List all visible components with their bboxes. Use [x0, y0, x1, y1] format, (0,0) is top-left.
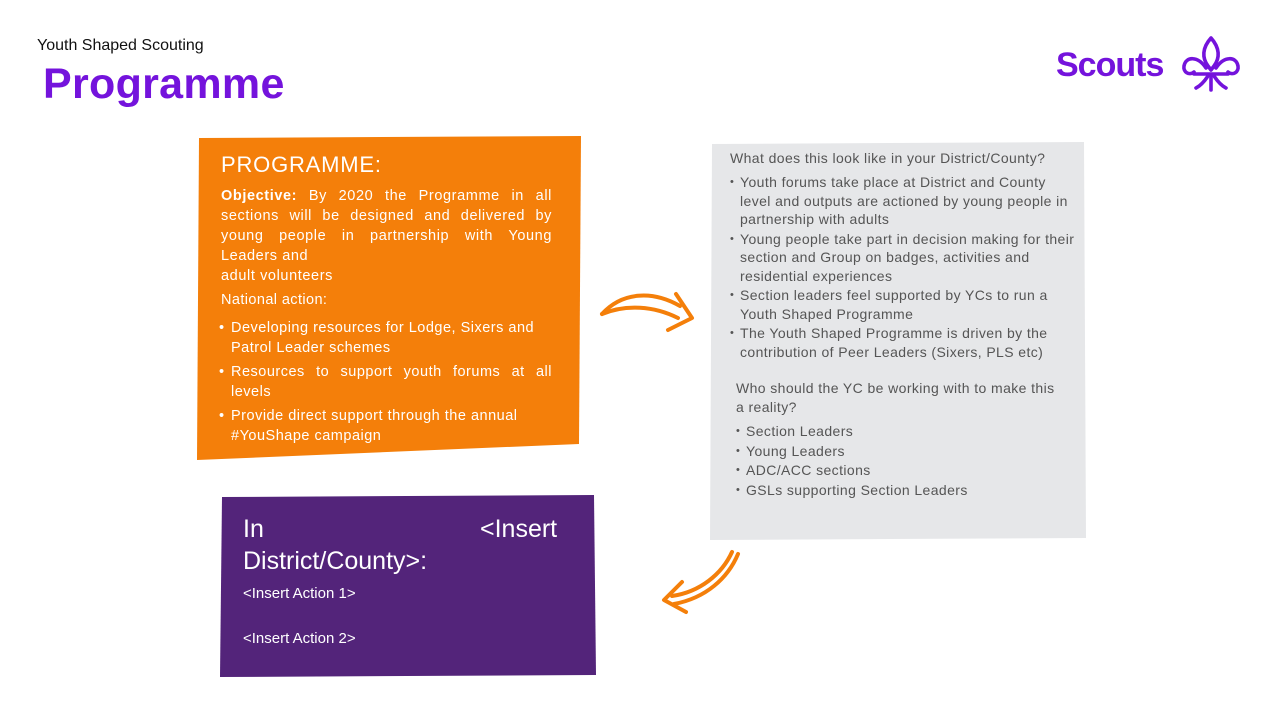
- page-title: Programme: [43, 60, 285, 108]
- objective-label: Objective:: [221, 188, 298, 204]
- district-heading-in: In: [243, 515, 264, 543]
- list-item: • Developing resources for Lodge, Sixers and Patrol Leader schemes: [221, 318, 552, 358]
- district-heading-county: District/County>:: [243, 547, 428, 575]
- district-heading-insert: <Insert: [480, 515, 558, 543]
- curved-arrow-right-icon: [592, 284, 700, 342]
- objective-body-2: adult volunteers: [221, 268, 333, 284]
- list-item: • Resources to support youth forums at all levels: [221, 362, 552, 402]
- objective-text: [221, 186, 552, 286]
- district-county-card: [708, 140, 1086, 542]
- district-question: What does this look like in your District/County?: [730, 150, 1046, 166]
- list-item: • Provide direct support through the annual #YouShape campaign: [221, 406, 552, 446]
- fleur-de-lis-icon: [1180, 34, 1242, 94]
- list-item: • Section Leaders: [736, 422, 968, 442]
- stakeholders-list: [736, 422, 968, 500]
- logo-text: Scouts: [1056, 46, 1164, 84]
- supertitle: Youth Shaped Scouting: [37, 37, 204, 54]
- list-item: • Young Leaders: [736, 442, 968, 462]
- national-action-list: [221, 318, 552, 450]
- scouts-logo: [1056, 34, 1246, 94]
- list-item: • GSLs supporting Section Leaders: [736, 481, 968, 501]
- action-1-placeholder: <Insert Action 1>: [243, 585, 356, 602]
- national-action-label: National action:: [221, 292, 328, 308]
- action-2-placeholder: <Insert Action 2>: [243, 630, 356, 647]
- list-item: • Young people take part in decision making for their section and Group on badges, activities and residential experiences: [730, 230, 1075, 286]
- list-item: • ADC/ACC sections: [736, 461, 968, 481]
- programme-heading: PROGRAMME:: [221, 152, 382, 177]
- objective-body: By 2020 the Programme in all sections will be designed and delivered by young people in partnership with Young Leaders and: [221, 188, 552, 264]
- yc-question: Who should the YC be working with to make this a reality?: [736, 380, 1055, 415]
- outcomes-list: [730, 173, 1075, 362]
- list-item: • Section leaders feel supported by YCs to run a Youth Shaped Programme: [730, 286, 1075, 323]
- district-action-card: [218, 493, 598, 678]
- list-item: • The Youth Shaped Programme is driven by the contribution of Peer Leaders (Sixers, PLS etc): [730, 324, 1075, 361]
- curved-arrow-left-icon: [656, 548, 746, 616]
- list-item: • Youth forums take place at District and County level and outputs are actioned by young people in partnership with adults: [730, 173, 1075, 229]
- programme-objective-card: [193, 134, 584, 462]
